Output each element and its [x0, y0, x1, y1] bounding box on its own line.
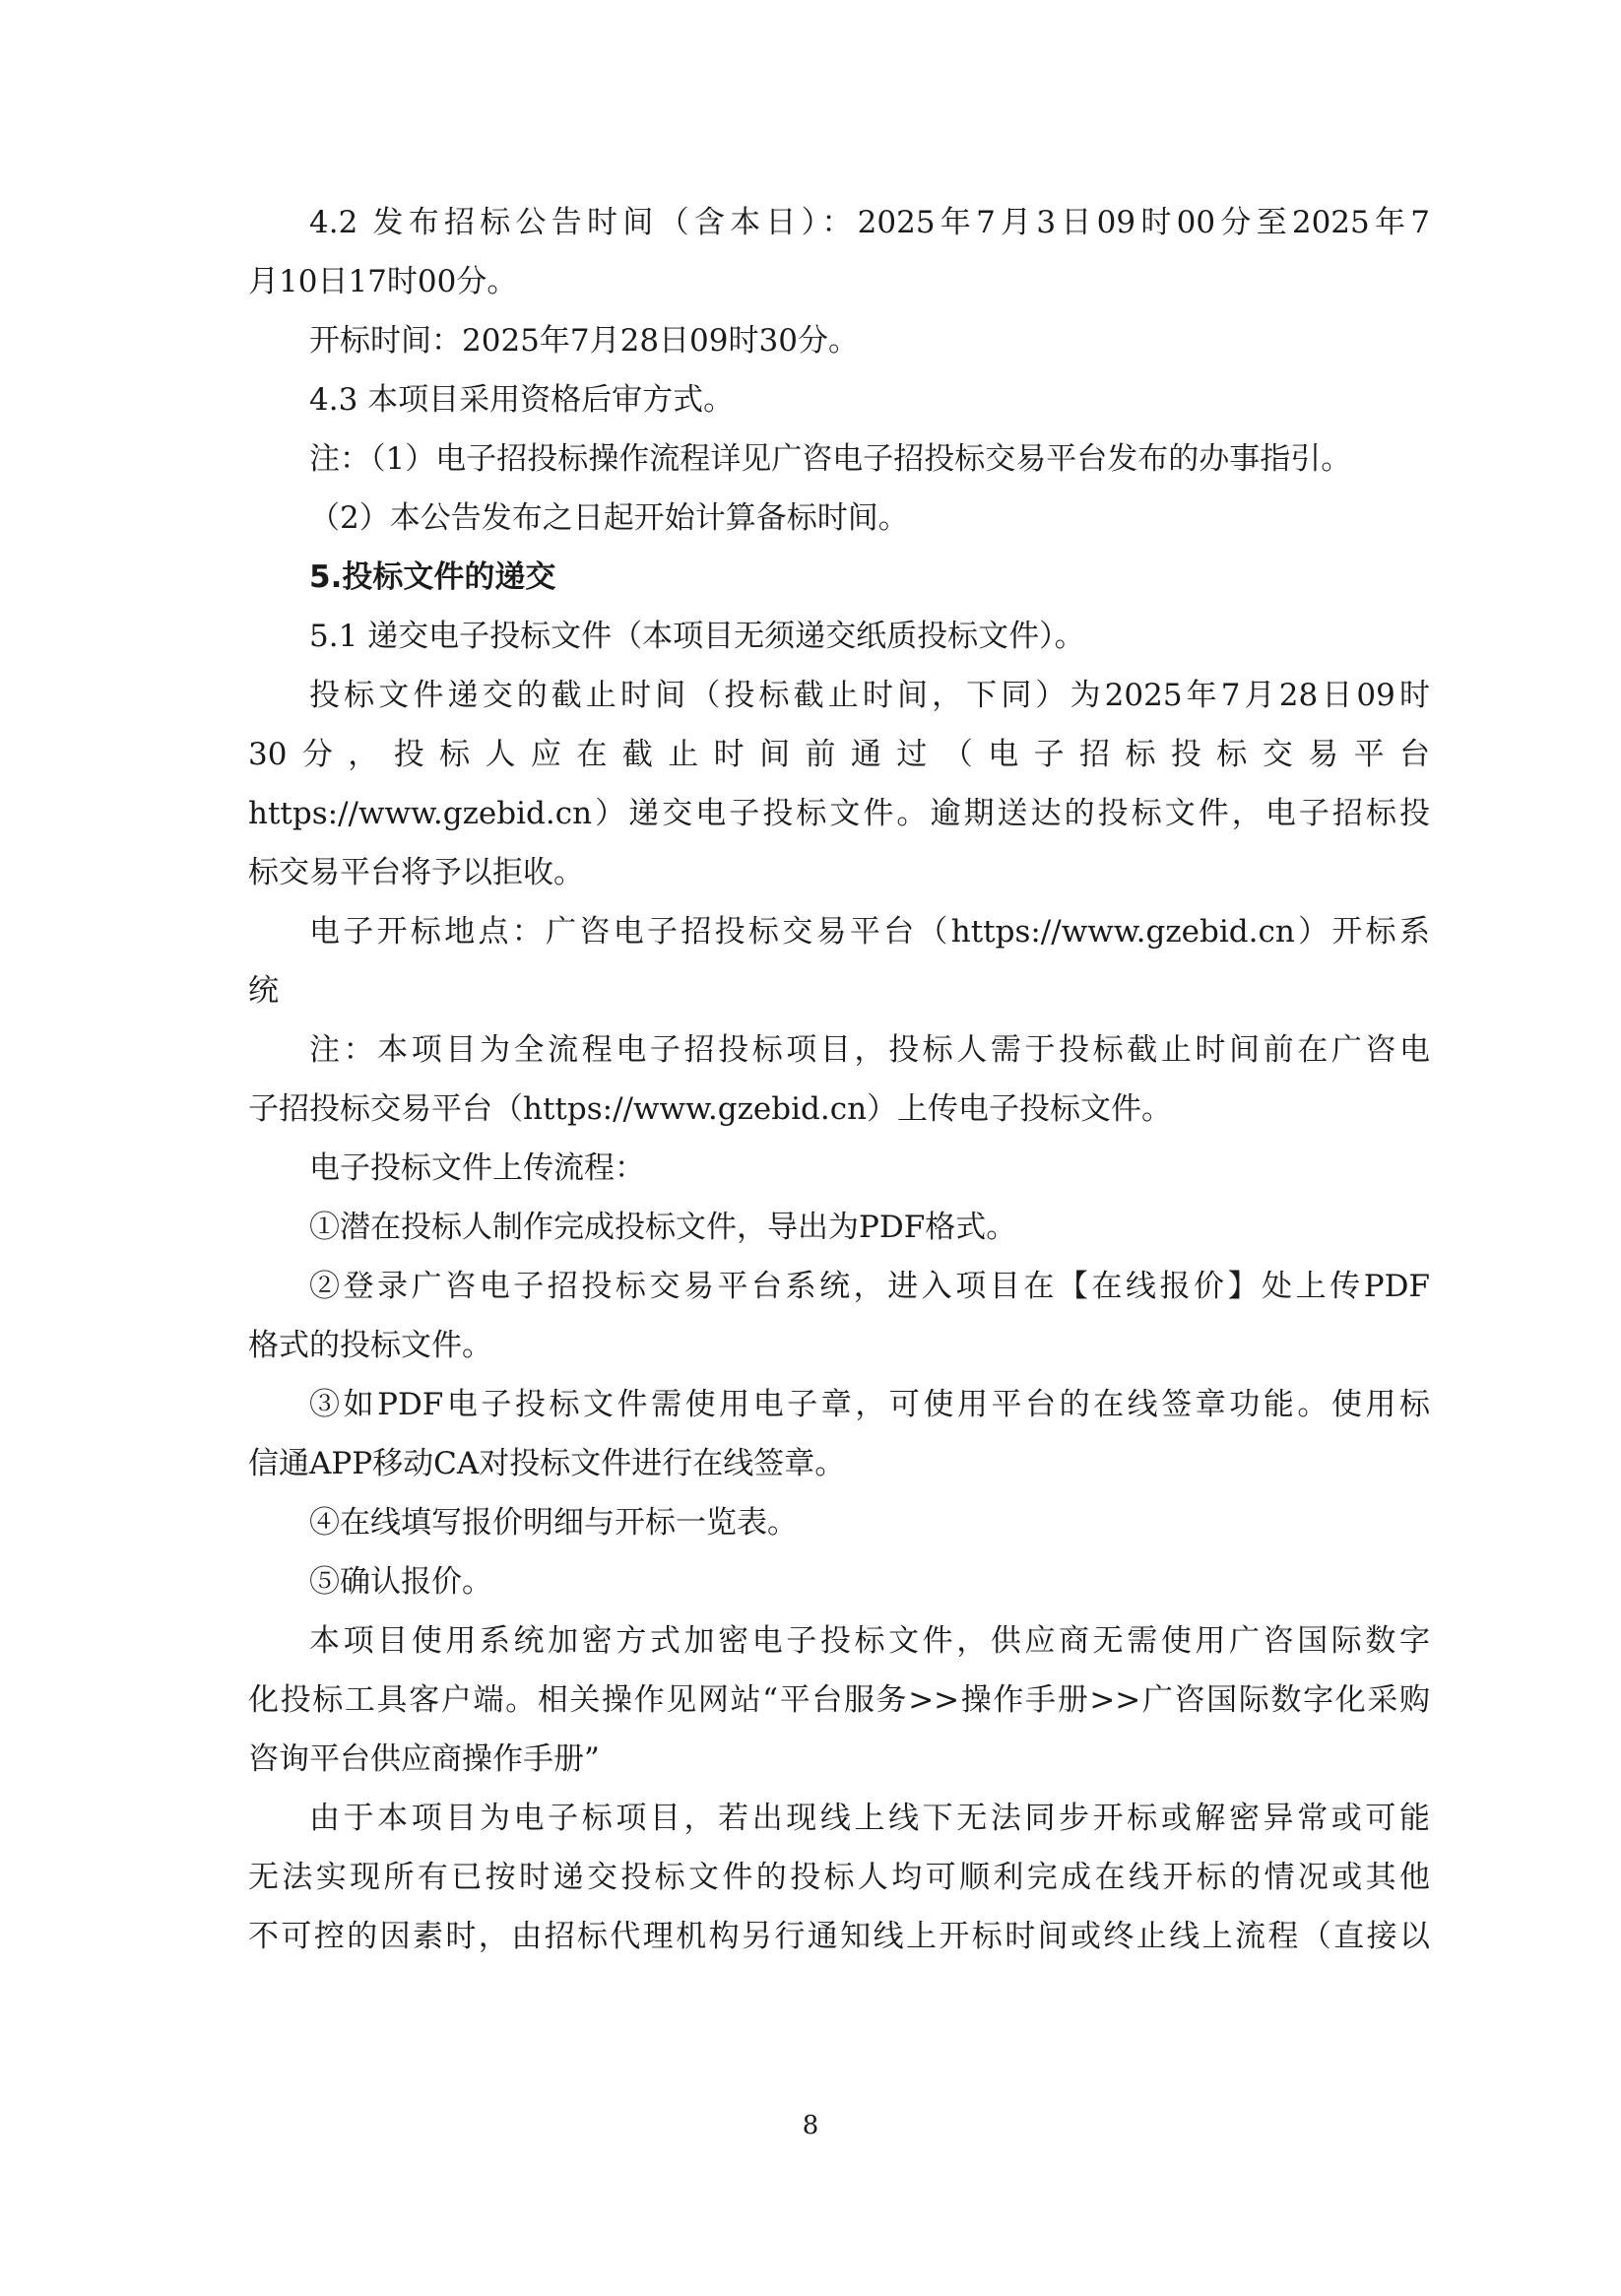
text-line: 开标时间：2025年7月28日09时30分。 [309, 323, 859, 359]
text-line: 注：（1）电子招投标操作流程详见广咨电子招投标交易平台发布的办事指引。 [309, 441, 1352, 477]
text-line: ④在线填写报价明细与开标一览表。 [309, 1505, 798, 1541]
page-body [248, 193, 1430, 1966]
text-line: 注：本项目为全流程电子招投标项目，投标人需于投标截止时间前在广咨电 [309, 1032, 1430, 1068]
text-line: 不可控的因素时，由招标代理机构另行通知线上开标时间或终止线上流程（直接以 [248, 1919, 1430, 1954]
text-line: 电子开标地点：广咨电子招投标交易平台（https://www.gzebid.cn）开标系 [309, 914, 1430, 950]
text-line: 无法实现所有已按时递交投标文件的投标人均可顺利完成在线开标的情况或其他 [248, 1860, 1430, 1895]
text-line: 由于本项目为电子标项目，若出现线上线下无法同步开标或解密异常或可能 [309, 1801, 1430, 1836]
text-line: 投标文件递交的截止时间（投标截止时间，下同）为2025年7月28日09时 [309, 678, 1430, 713]
text-line: 格式的投标文件。 [248, 1328, 492, 1363]
text-line: 信通APP移动CA对投标文件进行在线签章。 [248, 1446, 846, 1481]
text-line: 统 [248, 973, 279, 1009]
text-line: https://www.gzebid.cn）递交电子投标文件。逾期送达的投标文件，电子招标投 [248, 796, 1430, 831]
text-line: ③如PDF电子投标文件需使用电子章，可使用平台的在线签章功能。使用标 [309, 1387, 1430, 1422]
text-line: 5.1 递交电子投标文件（本项目无须递交纸质投标文件）。 [309, 619, 1085, 654]
text-line: 本项目使用系统加密方式加密电子投标文件，供应商无需使用广咨国际数字 [309, 1623, 1430, 1659]
page-number: 8 [802, 2111, 819, 2140]
text-line: （2）本公告发布之日起开始计算备标时间。 [309, 500, 909, 536]
text-line: 子招投标交易平台（https://www.gzebid.cn）上传电子投标文件。 [248, 1091, 1173, 1127]
text-line: 化投标工具客户端。相关操作见网站“平台服务>>操作手册>>广咨国际数字化采购 [248, 1682, 1430, 1718]
text-line: 月10日17时00分。 [248, 264, 518, 299]
text-line: ⑤确认报价。 [309, 1564, 492, 1600]
text-line: 4.2 发布招标公告时间（含本日）：2025年7月3日09时00分至2025年7 [309, 205, 1430, 240]
text-line: 4.3 本项目采用资格后审方式。 [309, 382, 735, 418]
text-line: 咨询平台供应商操作手册” [248, 1741, 600, 1777]
section-heading: 5.投标文件的递交 [309, 559, 556, 595]
text-line: 标交易平台将予以拒收。 [248, 855, 584, 890]
text-line: 30分，投标人应在截止时间前通过（电子招标投标交易平台 [248, 737, 1430, 772]
text-line: ①潜在投标人制作完成投标文件，导出为PDF格式。 [309, 1210, 1017, 1245]
text-line: ②登录广咨电子招投标交易平台系统，进入项目在【在线报价】处上传PDF [309, 1269, 1430, 1304]
text-line: 电子投标文件上传流程： [309, 1150, 645, 1186]
